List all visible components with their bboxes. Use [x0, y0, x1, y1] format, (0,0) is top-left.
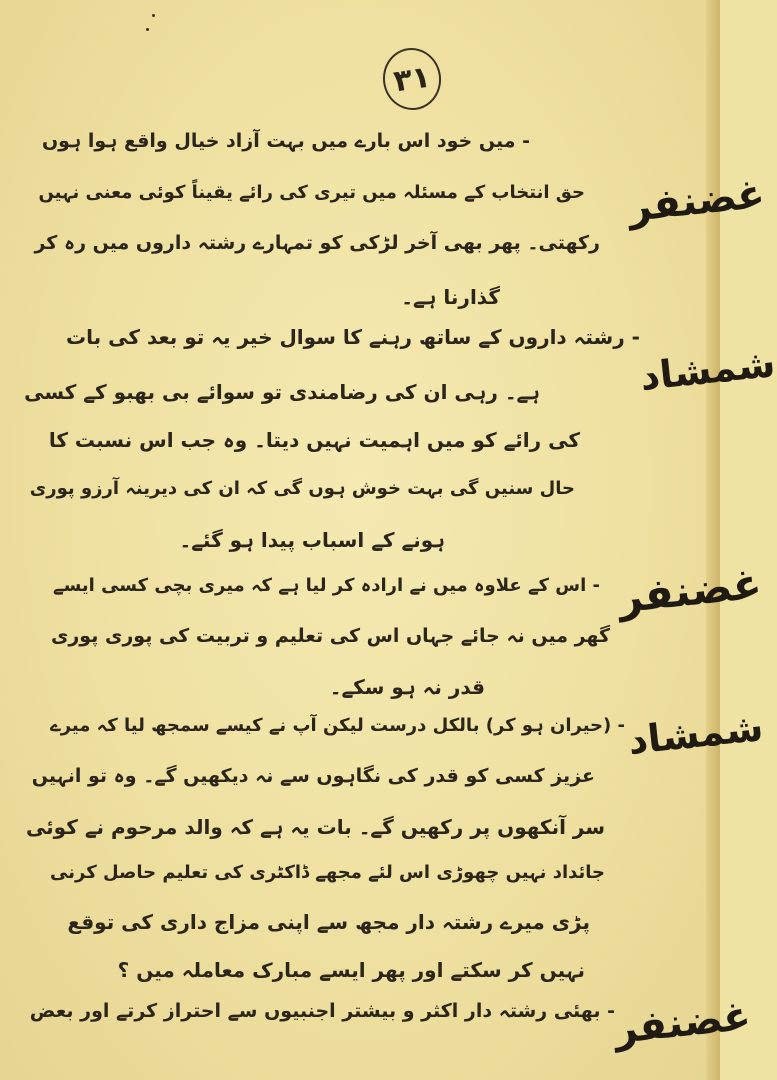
dialogue-line: سر آنکھوں پر رکھیں گے۔ بات یہ ہے کہ والد مرحوم نے کوئی: [25, 815, 605, 839]
speck: [152, 14, 155, 17]
dialogue-line: گذارنا ہے۔: [401, 285, 500, 309]
dialogue-line: - رشتہ داروں کے ساتھ رہنے کا سوال خیر یہ تو بعد کی بات: [66, 325, 640, 349]
speaker-name: غضنفر: [625, 170, 767, 232]
dialogue-line: - بھئی رشتہ دار اکثر و بیشتر اجنبیوں سے احتراز کرتے اور بعض: [29, 1000, 615, 1022]
speaker-name: غضنفر: [615, 558, 764, 623]
dialogue-line: عزیز کسی کو قدر کی نگاہوں سے نہ دیکھیں گے۔ وہ تو انہیں: [31, 765, 595, 787]
speck: [146, 28, 149, 31]
dialogue-line: حال سنیں گی بہت خوش ہوں گی کہ ان کی دیرینہ آرزو پوری: [29, 478, 575, 499]
dialogue-line: کی رائے کو میں اہمیت نہیں دیتا۔ وہ جب اس نسبت کا: [48, 428, 580, 452]
dialogue-line: - اس کے علاوہ میں نے ارادہ کر لیا ہے کہ میری بچی کسی ایسے: [53, 575, 600, 596]
dialogue-line: جائداد نہیں چھوڑی اس لئے مجھے ڈاکٹری کی تعلیم حاصل کرنی: [50, 862, 605, 883]
page-number: ۳۱: [391, 59, 433, 99]
dialogue-line: ہونے کے اسباب پیدا ہو گئے۔: [179, 528, 445, 552]
speaker-name: شمشاد: [638, 341, 777, 399]
dialogue-line: پڑی میرے رشتہ دار مجھ سے اپنی مزاج داری کی توقع: [67, 910, 590, 934]
dialogue-line: گھر میں نہ جائے جہاں اس کی تعلیم و تربیت کی پوری پوری: [50, 625, 610, 647]
dialogue-line: ہے۔ رہی ان کی رضامندی تو سوائے بی بھبو کے کسی: [24, 380, 540, 404]
dialogue-line: - (حیران ہو کر) بالکل درست لیکن آپ نے کیسے سمجھ لیا کہ میرے: [50, 715, 625, 736]
dialogue-line: نہیں کر سکتے اور پھر ایسے مبارک معاملہ میں ؟: [117, 958, 585, 982]
dialogue-line: - میں خود اس بارے میں بہت آزاد خیال واقع ہوا ہوں: [41, 130, 530, 152]
page-edge: [706, 0, 720, 1080]
dialogue-line: رکھتی۔ پھر بھی آخر لڑکی کو تمہارے رشتہ داروں میں رہ کر: [34, 232, 600, 254]
page-number-circle: [379, 44, 445, 113]
speaker-name: شمشاد: [626, 705, 766, 763]
dialogue-line: قدر نہ ہو سکے۔: [329, 675, 485, 699]
speaker-name: غضنفر: [611, 992, 753, 1054]
dialogue-line: حق انتخاب کے مسئلہ میں تیری کی رائے یقیناً کوئی معنی نہیں: [38, 182, 585, 203]
